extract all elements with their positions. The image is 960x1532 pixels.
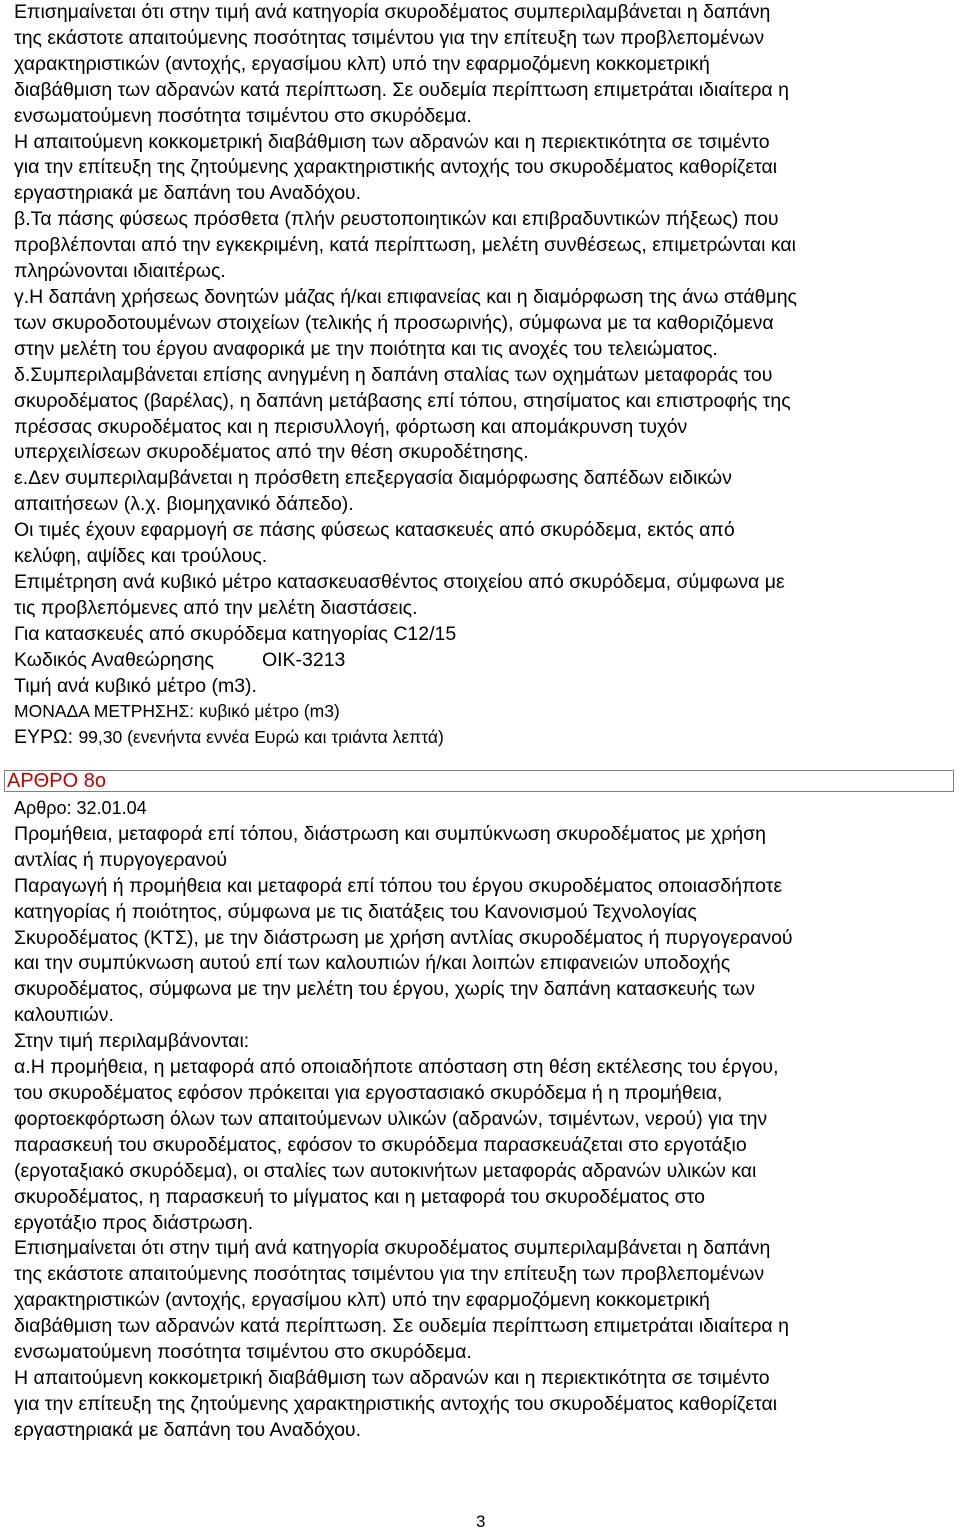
unit-line	[14, 699, 954, 725]
paragraph-item-c: γ.Η δαπάνη χρήσεως δονητών μάζας ή/και επιφανείας και η διαμόρφωση της άνω στάθμης των σκυροδοτουμένων στοιχείων (τελικής ή προσωρινής), σύμφωνα με τα καθοριζόμενα στην μελέτη του έργου αναφορικά με την ποιότητα και τις ανοχές του τελειώματος.	[14, 285, 797, 360]
unit-label: ΜΟΝΑΔΑ ΜΕΤΡΗΣΗΣ:	[14, 701, 195, 722]
article-code-value: 32.01.04	[76, 798, 147, 818]
article-code-line	[14, 796, 954, 822]
unit-value: κυβικό μέτρο (m3)	[199, 701, 340, 722]
revision-label: Κωδικός Αναθεώρησης	[14, 648, 214, 671]
article-included-heading: Στην τιμή περιλαμβάνονται:	[14, 1030, 250, 1053]
article-description: Παραγωγή ή προμήθεια και μεταφορά επί τόπου του έργου σκυροδέματος οποιασδήποτε κατηγορίας ή ποιότητος, σύμφωνα με τις διατάξεις του Κανονισμού Τεχνολογίας Σκυροδέματος (ΚΤΣ), με την διάστρωση με χρήση αντλίας σκυροδέματος ή πυργογερανού και την συμπύκνωση αυτού επί των καλουπιών ή/και λοιπών επιφανειών υποδοχής σκυροδέματος, σύμφωνα με την μελέτη του έργου, χωρίς την δαπάνη κατασκευής των καλουπιών.	[14, 874, 793, 1027]
paragraph-cement-note: Επισημαίνεται ότι στην τιμή ανά κατηγορία σκυροδέματος συμπεριλαμβάνεται η δαπάνη της εκάστοτε απαιτούμενης ποσότητας τσιμέντου για την επίτευξη των προβλεπομένων χαρακτηριστικών (αντοχής, εργασίμου κλπ) υπό την εφαρμοζόμενη κοκκομετρική διαβάθμιση των αδρανών κατά περίπτωση. Σε ουδεμία περίπτωση επιμετράται ιδιαίτερα η ενσωματούμενη ποσότητα τσιμέντου στο σκυρόδεμα.	[14, 1, 789, 127]
article-code-label: Αρθρο:	[14, 798, 72, 818]
euro-value: 99,30 (ενενήντα εννέα Ευρώ και τριάντα λεπτά)	[78, 727, 444, 748]
paragraph-item-d: δ.Συμπεριλαμβάνεται επίσης ανηγμένη η δαπάνη σταλίας των οχημάτων μεταφοράς του σκυροδέματος (βαρέλας), η δαπάνη μετάβασης επί τόπου, στησίματος και επιστροφής της πρέσσας σκυροδέματος και η περισυλλογή, φόρτωση και απομάκρυνση τυχόν υπερχειλίσεων σκυροδέματος από την θέση σκυροδέτησης.	[14, 363, 791, 464]
paragraph-concrete-class: Για κατασκευές από σκυρόδεμα κατηγορίας C12/15	[14, 622, 457, 645]
article-item-a: α.Η προμήθεια, η μεταφορά από οποιαδήποτε απόσταση στη θέση εκτέλεσης του έργου, του σκυροδέματος εφόσον πρόκειται για εργοστασιακό σκυρόδεμα ή η προμήθεια, φορτοεκφόρτωση όλων των απαιτούμενων υλικών (αδρανών, τσιμέντων, νερού) για την παρασκευή του σκυροδέματος, εφόσον το σκυρόδεμα παρασκευάζεται στο εργοτάξιο (εργοταξιακό σκυρόδεμα), οι σταλίες των αυτοκινήτων μεταφοράς αδρανών υλικών και σκυροδέματος, η παρασκευή το μίγματος και η μεταφορά του σκυροδέματος στο εργοτάξιο προς διάστρωση.	[14, 1056, 779, 1234]
paragraph-applicability: Οι τιμές έχουν εφαρμογή σε πάσης φύσεως κατασκευές από σκυρόδεμα, εκτός από κελύφη, αψίδες και τρούλους.	[14, 519, 735, 568]
revision-code: ΟΙΚ-3213	[261, 648, 346, 671]
article-gradation: Η απαιτούμενη κοκκομετρική διαβάθμιση των αδρανών και η περιεκτικότητα σε τσιμέντο για την επίτευξη της ζητούμενης χαρακτηριστικής αντοχής του σκυροδέματος καθορίζεται εργαστηριακά με δαπάνη του Αναδόχου.	[14, 1366, 778, 1441]
article-section	[14, 796, 954, 1444]
paragraph-gradation: Η απαιτούμενη κοκκομετρική διαβάθμιση των αδρανών και η περιεκτικότητα σε τσιμέντο για την επίτευξη της ζητούμενης χαρακτηριστικής αντοχής του σκυροδέματος καθορίζεται εργαστηριακά με δαπάνη του Αναδόχου.	[14, 130, 778, 205]
euro-label: ΕΥΡΩ:	[14, 726, 74, 749]
price-per-line: Τιμή ανά κυβικό μέτρο (m3).	[14, 674, 257, 697]
top-section	[14, 0, 954, 751]
article-heading-box	[4, 770, 954, 792]
revision-line	[14, 648, 954, 674]
page-number: 3	[476, 1512, 486, 1531]
paragraph-measurement: Επιμέτρηση ανά κυβικό μέτρο κατασκευασθέντος στοιχείου από σκυρόδεμα, σύμφωνα με τις προβλεπόμενες από την μελέτη διαστάσεις.	[14, 570, 785, 619]
article-title: Προμήθεια, μεταφορά επί τόπου, διάστρωση και συμπύκνωση σκυροδέματος με χρήση αντλίας ή πυργογερανού	[14, 822, 767, 871]
article-heading: ΑΡΘΡΟ 8ο	[7, 770, 106, 792]
article-cement-note: Επισημαίνεται ότι στην τιμή ανά κατηγορία σκυροδέματος συμπεριλαμβάνεται η δαπάνη της εκάστοτε απαιτούμενης ποσότητας τσιμέντου για την επίτευξη των προβλεπομένων χαρακτηριστικών (αντοχής, εργασίμου κλπ) υπό την εφαρμοζόμενη κοκκομετρική διαβάθμιση των αδρανών κατά περίπτωση. Σε ουδεμία περίπτωση επιμετράται ιδιαίτερα η ενσωματούμενη ποσότητα τσιμέντου στο σκυρόδεμα.	[14, 1237, 789, 1364]
paragraph-item-b: β.Τα πάσης φύσεως πρόσθετα (πλήν ρευστοποιητικών και επιβραδυντικών πήξεως) που προβλέπονται από την εγκεκριμένη, κατά περίπτωση, μελέτη συνθέσεως, επιμετρώνται και πληρώνονται ιδιαιτέρως.	[14, 208, 796, 283]
paragraph-item-e: ε.Δεν συμπεριλαμβάνεται η πρόσθετη επεξεργασία διαμόρφωσης δαπέδων ειδικών απαιτήσεων (λ.χ. βιομηχανικό δάπεδο).	[14, 467, 732, 516]
euro-line	[14, 725, 954, 751]
